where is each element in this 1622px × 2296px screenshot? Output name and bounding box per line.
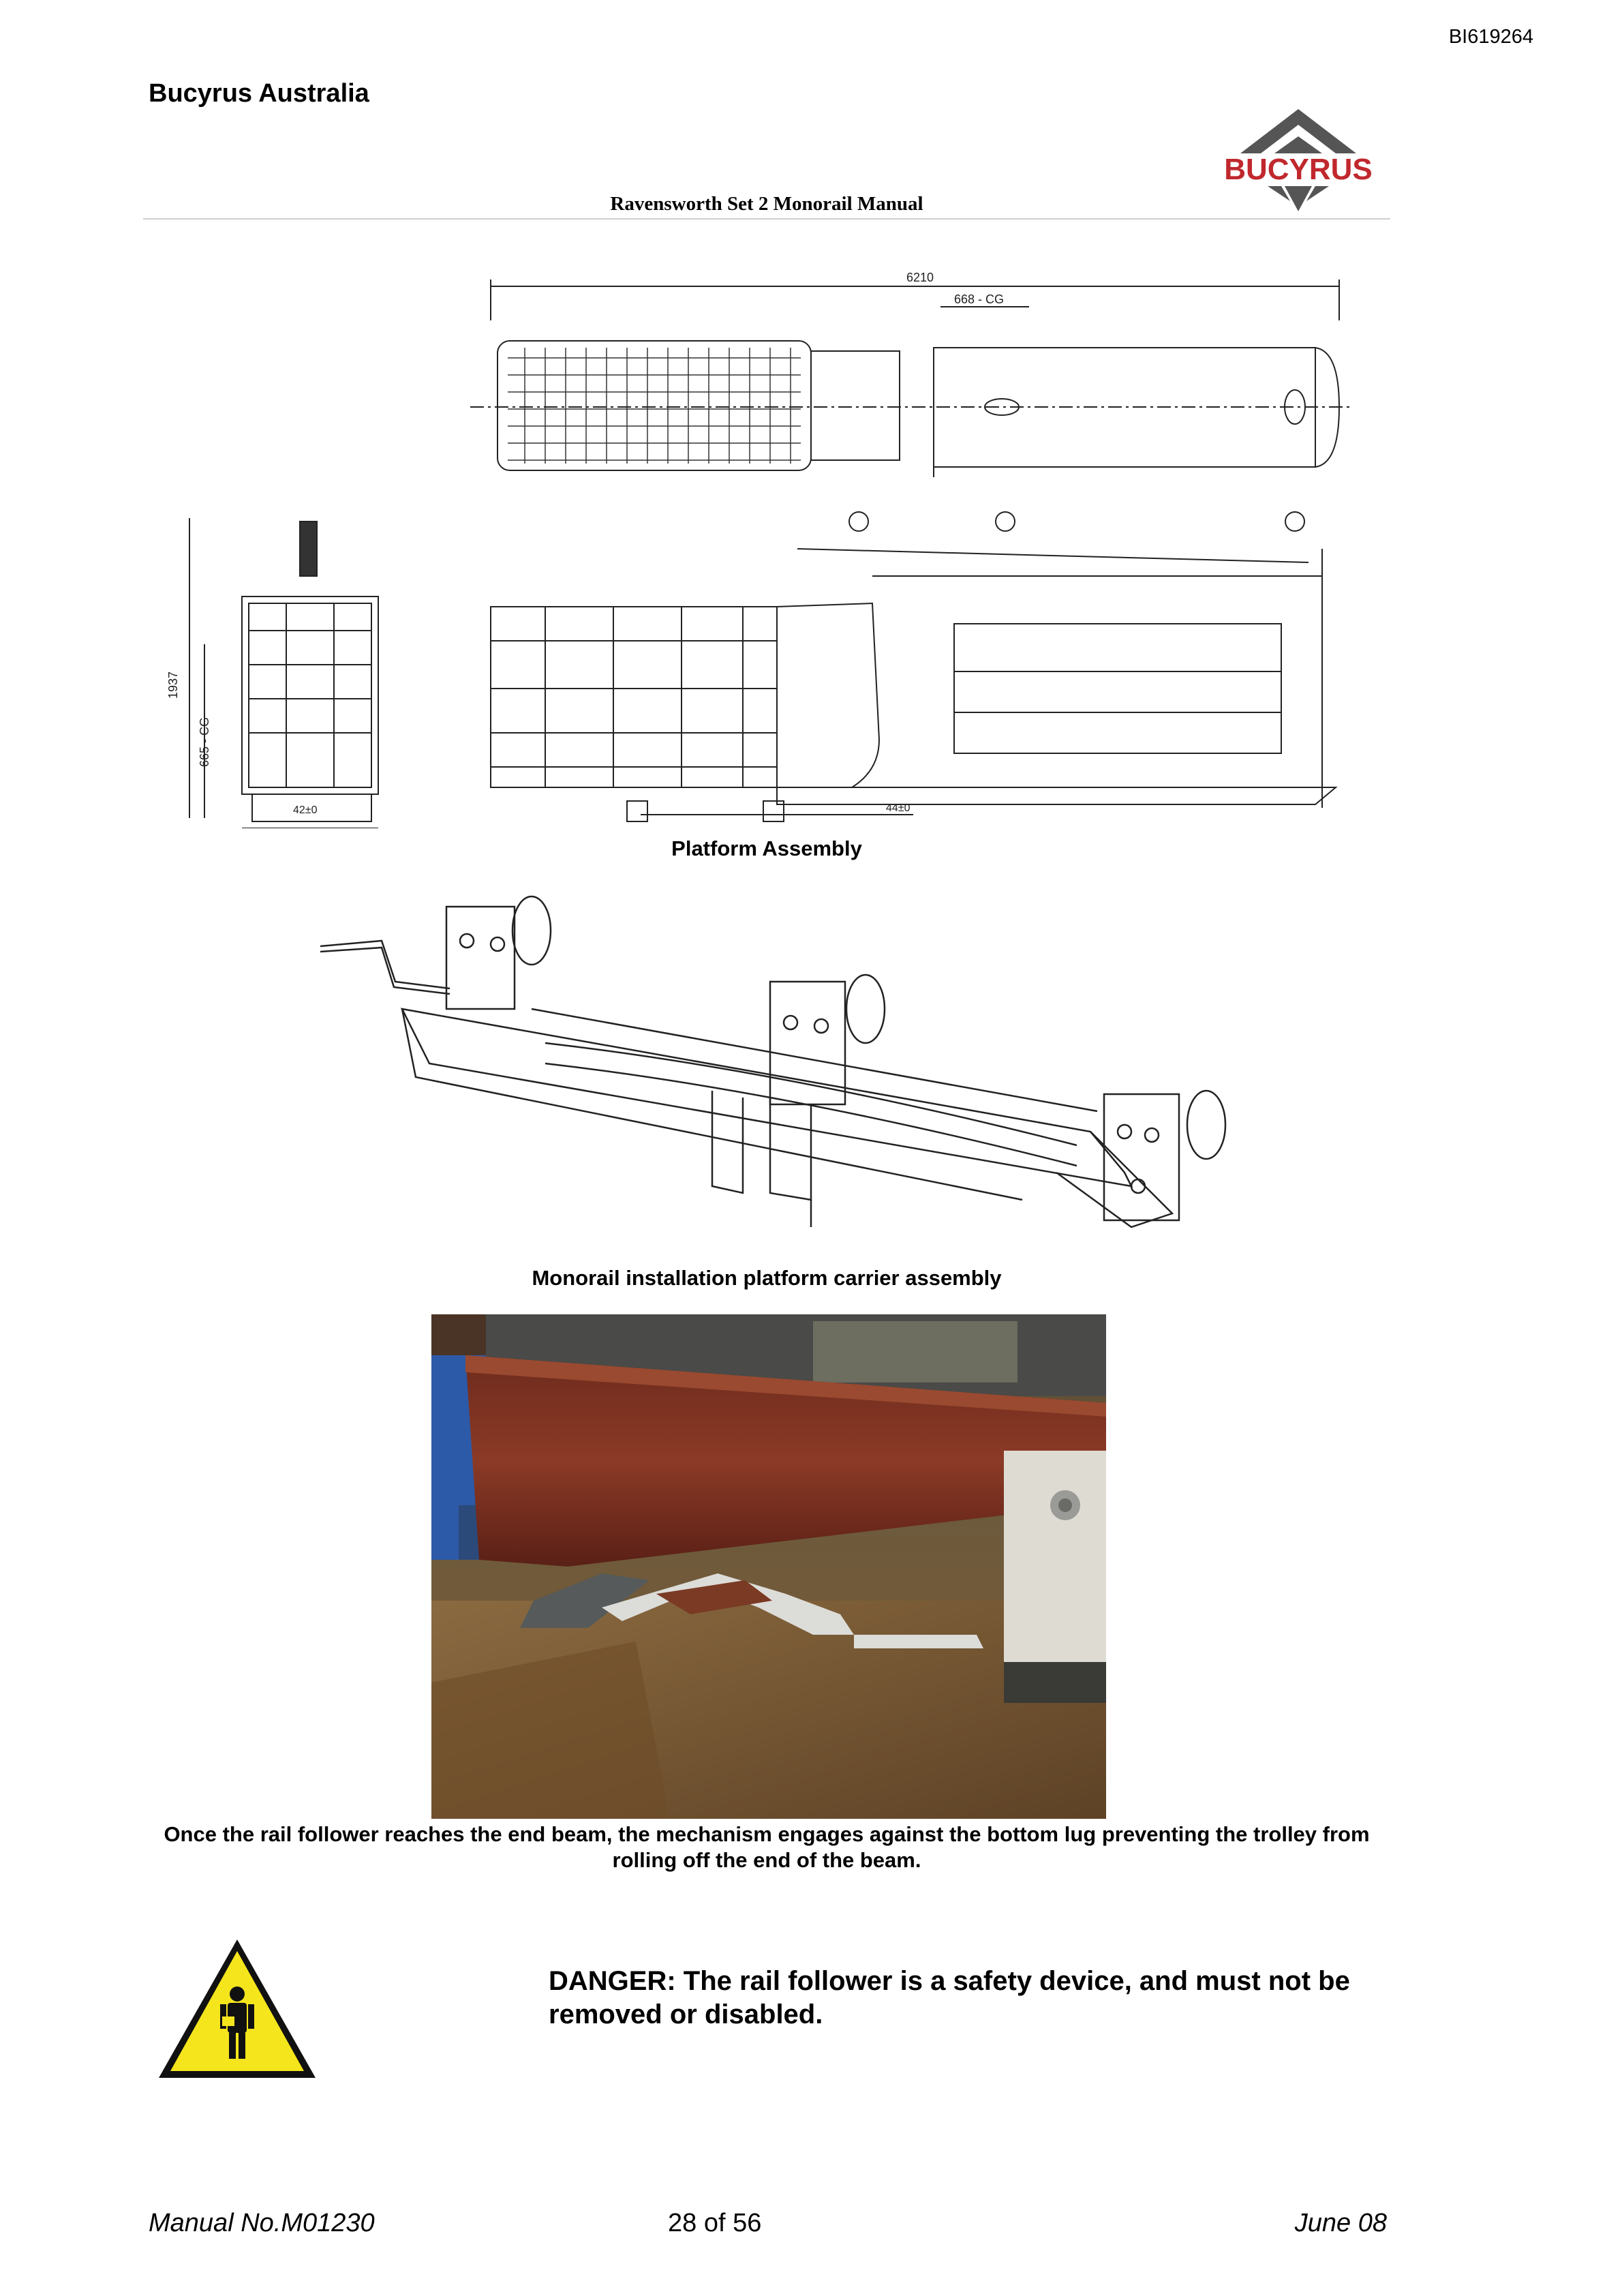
manual-title: Ravensworth Set 2 Monorail Manual	[610, 193, 923, 215]
danger-warning-text: DANGER: The rail follower is a safety device, and must not be removed or disabled.	[549, 1966, 1350, 2029]
document-id: BI619264	[1448, 26, 1533, 48]
footer-page-number: 28 of 56	[668, 2209, 762, 2237]
header-divider	[143, 218, 1390, 220]
carrier-assembly-caption: Monorail installation platform carrier assembly	[532, 1266, 1002, 1290]
platform-assembly-caption: Platform Assembly	[671, 836, 862, 860]
footer-date: June 08	[1294, 2209, 1387, 2237]
dim-cg-top: 668 - CG	[954, 292, 1005, 306]
dim-height: 1937	[166, 671, 180, 699]
dim-cg-side: 665 - CG	[198, 716, 211, 767]
company-name: Bucyrus Australia	[149, 79, 369, 108]
platform-assembly-drawing	[164, 262, 1356, 828]
dim-overall-length: 6210	[906, 271, 934, 284]
dim-width-side: 44±0	[886, 802, 911, 814]
logo-text	[1224, 153, 1373, 186]
footer-manual-number: Manual No.M01230	[149, 2209, 375, 2237]
dim-width-end: 42±0	[293, 804, 318, 816]
svg-text:BUCYRUS: BUCYRUS	[1224, 153, 1373, 186]
carrier-assembly-drawing	[307, 886, 1234, 1248]
warning-triangle-icon	[155, 1936, 319, 2083]
rail-follower-caption: Once the rail follower reaches the end beam, the mechanism engages against the bottom lug preventing the trolley from rolling off the end of the beam.	[164, 1822, 1370, 1872]
rail-follower-photo	[431, 1314, 1106, 1819]
